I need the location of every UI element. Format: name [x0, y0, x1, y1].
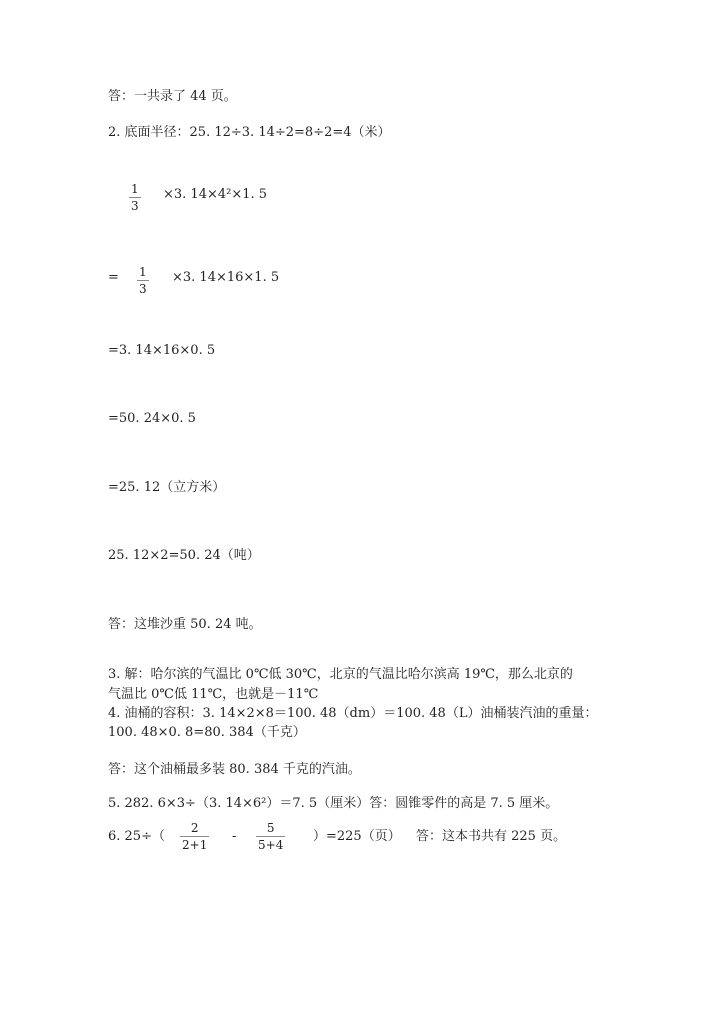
q3-line-2: 气温比 0℃低 11℃，也就是－11℃: [108, 687, 319, 702]
fraction-bar: [256, 836, 285, 837]
answer-pages-line: 答：一共录了 44 页。: [108, 89, 237, 104]
q3-line-1: 3. 解：哈尔滨的气温比 0℃低 30℃，北京的气温比哈尔滨高 19℃，那么北京的: [108, 667, 573, 682]
base-radius-line: 2. 底面半径：25. 12÷3. 14÷2=8÷2=4（米）: [108, 125, 391, 140]
q5-line: 5. 282. 6×3÷（3. 14×6²）＝7. 5（厘米）答：圆锥零件的高是 7. 5 厘米。: [108, 796, 559, 811]
fraction-five-over-nine: [256, 821, 285, 852]
fraction-numerator: 1: [139, 265, 147, 279]
answer-sand-line: 答：这堆沙重 50. 24 吨。: [108, 617, 262, 632]
answer-book-line: 答：这本书共有 225 页。: [416, 829, 567, 844]
q4-line-2: 100. 48×0. 8=80. 384（千克）: [108, 725, 306, 740]
step-line-1: =3. 14×16×0. 5: [108, 343, 216, 358]
fraction-denominator: 3: [131, 199, 139, 213]
equals-sign: =: [108, 270, 119, 285]
fraction-one-third: [129, 182, 141, 213]
fraction-denominator: 3: [139, 282, 147, 296]
fraction-one-third-2: [137, 265, 149, 296]
fraction-two-over-three: [180, 821, 209, 852]
volume-step-expr: ×3. 14×16×1. 5: [172, 270, 280, 285]
fraction-bar: [129, 197, 141, 198]
q6-suffix: ）=225（页）: [313, 829, 401, 844]
minus-sign: -: [232, 829, 237, 844]
step-line-2: =50. 24×0. 5: [108, 411, 196, 426]
answer-oil-line: 答：这个油桶最多装 80. 384 千克的汽油。: [108, 762, 361, 777]
fraction-denominator: 5+4: [258, 838, 284, 852]
fraction-numerator: 2: [190, 821, 199, 835]
fraction-denominator: 2+1: [182, 838, 208, 852]
fraction-numerator: 1: [131, 182, 139, 196]
q6-prefix: 6. 25÷（: [108, 829, 165, 844]
volume-formula-expr: ×3. 14×4²×1. 5: [163, 187, 268, 202]
q4-line-1: 4. 油桶的容积：3. 14×2×8＝100. 48（dm）＝100. 48（L）油桶装汽油的重量：: [108, 706, 598, 721]
step-line-3: =25. 12（立方米）: [108, 480, 226, 495]
weight-line: 25. 12×2=50. 24（吨）: [108, 548, 260, 563]
fraction-numerator: 5: [266, 821, 275, 835]
fraction-bar: [180, 836, 209, 837]
fraction-bar: [137, 280, 149, 281]
